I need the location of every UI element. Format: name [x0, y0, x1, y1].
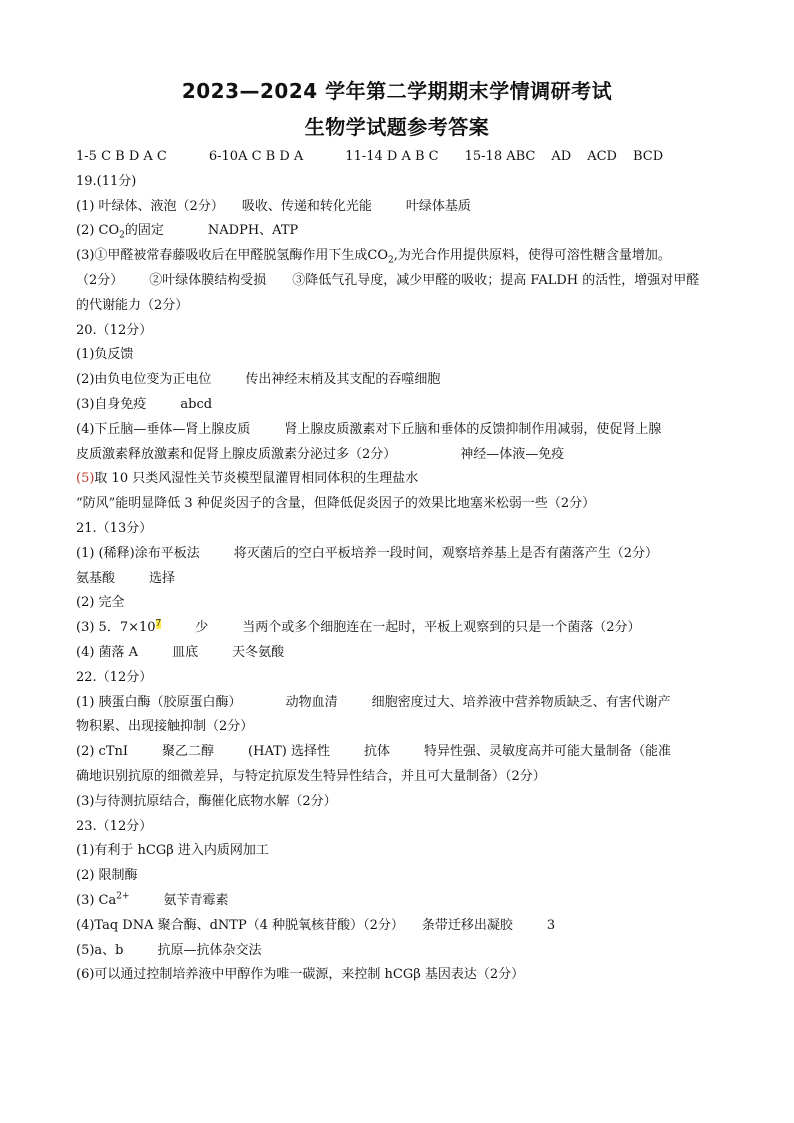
- mcq-group-3: 11-14 D A B C: [345, 149, 439, 164]
- q21-answer-1: (1) (稀释)涂布平板法 将灭菌后的空白平板培养一段时间，观察培养基上是否有菌落产生（2分）: [76, 545, 658, 561]
- q23-answer-5: (5)a、b 抗原—抗体杂交法: [76, 942, 262, 958]
- q20-answer-5: (5)取 10 只类风湿性关节炎模型鼠灌胃相同体积的生理盐水: [76, 471, 419, 487]
- q20-answer-4: (4)下丘脑—垂体—肾上腺皮质 肾上腺皮质激素对下丘脑和垂体的反馈抑制作用减弱，使促肾上腺: [76, 421, 662, 437]
- answer-body: [76, 145, 726, 988]
- q19-answer-3-cont: （2分） ②叶绿体膜结构受损 ③降低气孔导度，减少甲醛的吸收；提高 FALDH 的活性，增强对甲醛: [76, 272, 700, 288]
- q23-answer-6: (6)可以通过控制培养液中甲醇作为唯一碳源，来控制 hCGβ 基因表达（2分）: [76, 967, 525, 983]
- q22-answer-2: (2) cTnI 聚乙二醇 (HAT) 选择性 抗体 特异性强、灵敏度高并可能大量制备（能准: [76, 744, 672, 760]
- exam-title: 2023—2024 学年第二学期期末学情调研考试: [181, 79, 613, 103]
- mcq-group-5: AD: [551, 149, 572, 164]
- exam-subtitle: 生物学试题参考答案: [304, 115, 490, 139]
- q23-answer-3: (3) $Ca^{2+}$ 氨苄青霉素: [76, 891, 229, 908]
- q21-answer-4: (4) 菌落 A 皿底 天冬氨酸: [76, 644, 285, 660]
- mcq-group-4: 15-18 ABC: [464, 149, 536, 164]
- q21-answer-3: (3) 5．$7\times 10^7$ 少 当两个或多个细胞连在一起时，平板上观察到的只是一个菌落（2分）: [76, 618, 641, 636]
- q20-answer-3: (3)自身免疫 abcd: [76, 396, 213, 412]
- q19-header: 19.(11分): [76, 173, 137, 189]
- q19-answer-2: (2) $CO_2$的固定 NADPH、ATP: [76, 223, 299, 241]
- mcq-group-2: 6-10A C B D A: [208, 149, 304, 164]
- q20-header: 20.（12分）: [76, 322, 153, 338]
- mcq-group-6: ACD: [587, 149, 617, 164]
- q21-answer-1-cont: 氨基酸 选择: [76, 570, 176, 586]
- q19-answer-3-end: 的代谢能力（2分）: [76, 297, 189, 313]
- q23-answer-1: (1)有利于 hCGβ 进入内质网加工: [76, 843, 269, 859]
- q21-header: 21.（13分）: [76, 520, 153, 536]
- q21-answer-2: (2) 完全: [76, 595, 125, 611]
- q19-answer-3: (3)①甲醛被常春藤吸收后在甲醛脱氢酶作用下生成$CO_2$,为光合作用提供原料，使得可溶性糖含量增加。: [76, 248, 671, 266]
- q23-answer-2: (2) 限制酶: [76, 868, 138, 884]
- q20-answer-5-number: (5): [76, 471, 95, 487]
- q22-answer-2-cont: 确地识别抗原的细微差异，与特定抗原发生特异性结合，并且可大量制备）（2分）: [76, 768, 546, 784]
- mcq-group-1: 1-5 C B D A C: [76, 149, 167, 164]
- q20-answer-5-cont: “防风”能明显降低 3 种促炎因子的含量，但降低促炎因子的效果比地塞米松弱一些（2分）: [76, 496, 596, 512]
- q22-answer-1: (1) 胰蛋白酶（胶原蛋白酶） 动物血清 细胞密度过大、培养液中营养物质缺乏、有害代谢产: [76, 694, 671, 710]
- q20-answer-1: (1)负反馈: [76, 347, 134, 363]
- q23-header: 23.（12分）: [76, 818, 153, 834]
- mcq-answers: [76, 145, 726, 170]
- q20-answer-2: (2)由负电位变为正电位 传出神经末梢及其支配的吞噬细胞: [76, 372, 441, 388]
- mcq-group-7: BCD: [632, 149, 664, 164]
- highlighted-exponent: 7: [155, 618, 162, 629]
- q22-header: 22.（12分）: [76, 669, 153, 685]
- q22-answer-3: (3)与待测抗原结合，酶催化底物水解（2分）: [76, 793, 337, 809]
- q23-answer-4: (4)Taq DNA 聚合酶、dNTP（4 种脱氧核苷酸）（2分） 条带迁移出凝胶 3: [76, 917, 556, 933]
- q20-answer-4-cont: 皮质激素释放激素和促肾上腺皮质激素分泌过多（2分） 神经—体液—免疫: [76, 446, 565, 462]
- q22-answer-1-cont: 物积累、出现接触抑制（2分）: [76, 719, 254, 735]
- q19-answer-1: (1) 叶绿体、液泡（2分） 吸收、传递和转化光能 叶绿体基质: [76, 198, 471, 214]
